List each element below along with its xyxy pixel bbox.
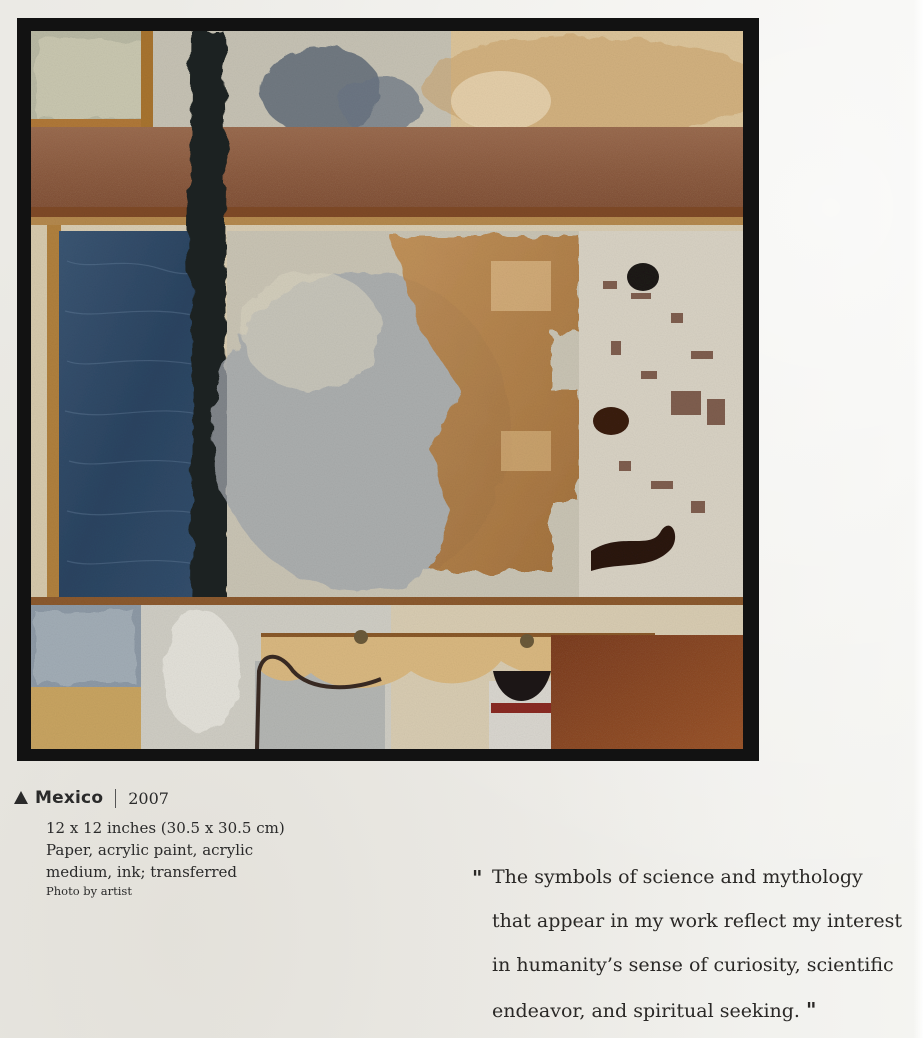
triangle-up-icon <box>14 791 28 804</box>
quote-line-4-wrap <box>492 998 816 1022</box>
artwork-size: 12 x 12 inches (30.5 x 30.5 cm) <box>46 819 285 837</box>
artwork-year: 2007 <box>128 788 169 808</box>
artwork-frame <box>17 18 759 761</box>
quote-line-2: that appear in my work reflect my interest <box>492 910 902 932</box>
artwork-mexico-collage <box>31 31 743 749</box>
artwork-details <box>46 817 344 883</box>
photo-credit: Photo by artist <box>46 884 132 898</box>
artwork-title: Mexico <box>35 788 104 808</box>
artwork-canvas <box>31 31 743 749</box>
quote-line-3: in humanity’s sense of curiosity, scientific <box>492 954 894 976</box>
artwork-medium-line1: Paper, acrylic paint, acrylic <box>46 841 254 859</box>
page-edge-highlight <box>913 0 923 1038</box>
quote-close-mark: " <box>805 998 817 1022</box>
quote-line-1: The symbols of science and mythology <box>492 866 863 888</box>
artwork-caption <box>14 785 344 899</box>
quote-open-mark: " <box>472 866 483 890</box>
caption-title-row <box>14 785 344 811</box>
quote-line-4: endeavor, and spiritual seeking. <box>492 1000 800 1022</box>
caption-divider <box>115 789 116 808</box>
artwork-medium-line2: medium, ink; transferred <box>46 863 238 881</box>
